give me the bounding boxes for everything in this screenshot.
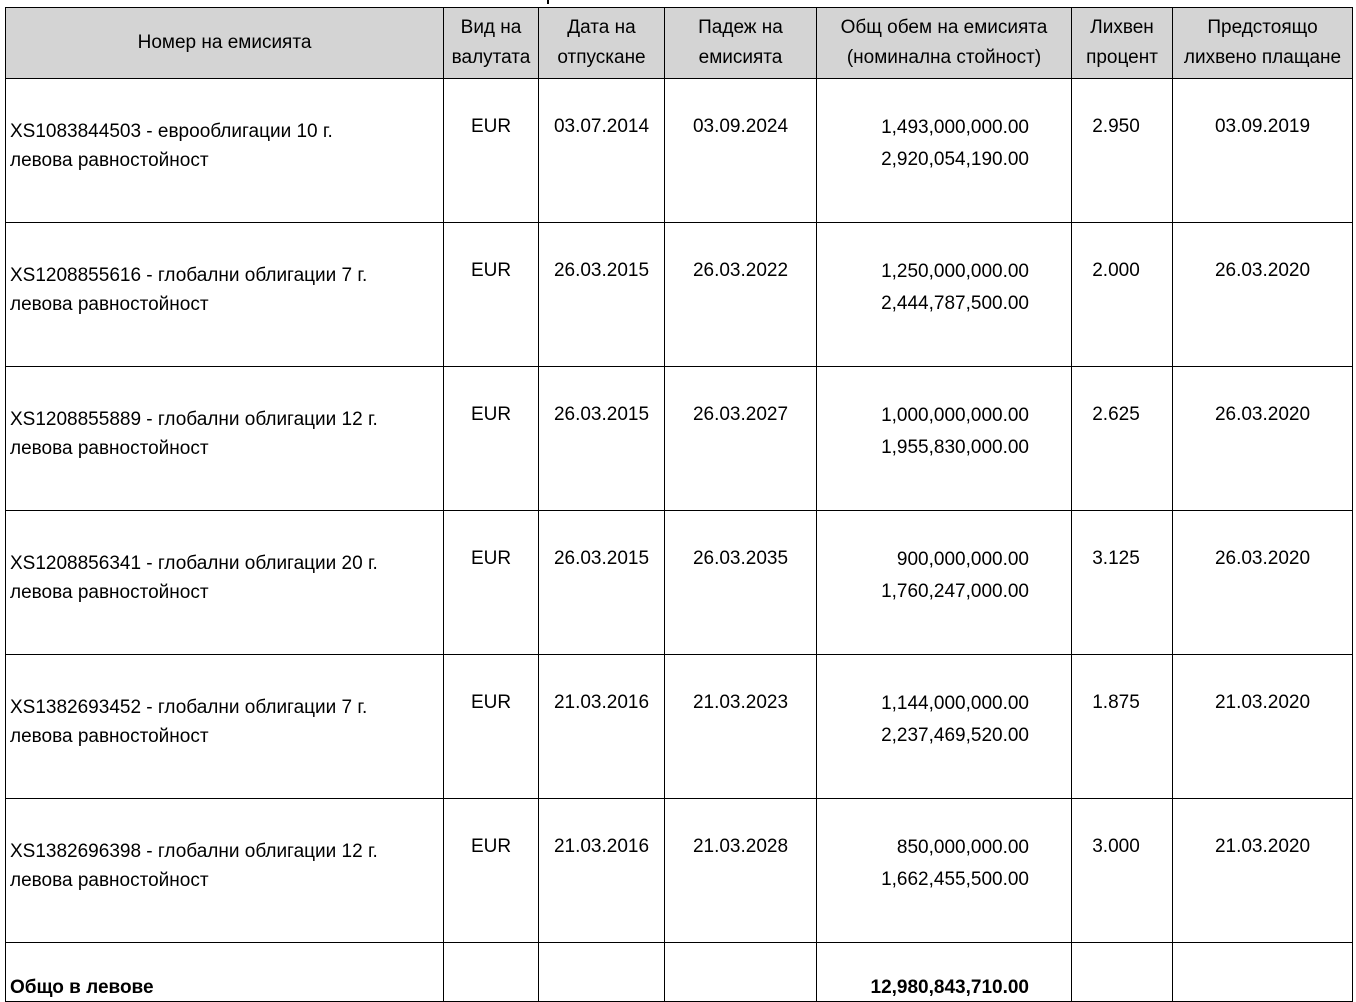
header-currency: Вид на валутата [444, 8, 539, 79]
issue-name-cell: XS1208855616 - глобални облигации 7 г. левова равностойност [6, 223, 444, 367]
bgn-value: 1,662,455,500.00 [881, 869, 1029, 890]
empty-cell [1173, 943, 1353, 1002]
table-row [6, 367, 1353, 511]
header-interest-rate: Лихвен процент [1072, 8, 1173, 79]
issue-date-cell: 26.03.2015 [539, 223, 665, 367]
bgn-value: 2,444,787,500.00 [881, 293, 1029, 314]
currency-cell: EUR [444, 511, 539, 655]
cell-marker [547, 0, 549, 4]
header-next-payment: Предстоящо лихвено плащане [1173, 8, 1353, 79]
bgn-value: 2,237,469,520.00 [881, 725, 1029, 746]
header-maturity: Падеж на емисията [665, 8, 817, 79]
maturity-cell: 21.03.2028 [665, 799, 817, 943]
table-row [6, 223, 1353, 367]
volume-cell [817, 511, 1072, 655]
empty-cell [444, 943, 539, 1002]
empty-cell [539, 943, 665, 1002]
next-payment-cell: 26.03.2020 [1173, 367, 1353, 511]
issue-date-cell: 26.03.2015 [539, 511, 665, 655]
total-amount: 12,980,843,710.00 [817, 943, 1072, 1002]
currency-cell: EUR [444, 79, 539, 223]
volume-cell [817, 79, 1072, 223]
volume-cell [817, 367, 1072, 511]
maturity-cell: 21.03.2023 [665, 655, 817, 799]
interest-rate-cell: 2.000 [1072, 223, 1173, 367]
issue-name-cell: XS1208856341 - глобални облигации 20 г. левова равностойност [6, 511, 444, 655]
next-payment-cell: 03.09.2019 [1173, 79, 1353, 223]
table-row [6, 799, 1353, 943]
maturity-cell: 03.09.2024 [665, 79, 817, 223]
nominal-value: 1,250,000,000.00 [881, 261, 1029, 282]
header-issue-number: Номер на емисията [6, 8, 444, 79]
next-payment-cell: 26.03.2020 [1173, 223, 1353, 367]
nominal-value: 900,000,000.00 [896, 549, 1029, 570]
nominal-value: 1,144,000,000.00 [881, 693, 1029, 714]
header-total-volume: Общ обем на емисията (номинална стойност) [817, 8, 1072, 79]
empty-cell [1072, 943, 1173, 1002]
next-payment-cell: 21.03.2020 [1173, 799, 1353, 943]
issue-date-cell: 26.03.2015 [539, 367, 665, 511]
volume-cell [817, 223, 1072, 367]
bgn-value: 1,760,247,000.00 [881, 581, 1029, 602]
bond-issues-table [5, 7, 1353, 1002]
header-issue-date: Дата на отпускане [539, 8, 665, 79]
currency-cell: EUR [444, 367, 539, 511]
volume-cell [817, 799, 1072, 943]
volume-cell [817, 655, 1072, 799]
total-row [6, 943, 1353, 1002]
bgn-value: 2,920,054,190.00 [881, 149, 1029, 170]
currency-cell: EUR [444, 223, 539, 367]
next-payment-cell: 26.03.2020 [1173, 511, 1353, 655]
maturity-cell: 26.03.2022 [665, 223, 817, 367]
currency-cell: EUR [444, 655, 539, 799]
interest-rate-cell: 2.950 [1072, 79, 1173, 223]
next-payment-cell: 21.03.2020 [1173, 655, 1353, 799]
currency-cell: EUR [444, 799, 539, 943]
maturity-cell: 26.03.2035 [665, 511, 817, 655]
table-row [6, 511, 1353, 655]
issue-name-cell: XS1382696398 - глобални облигации 12 г. левова равностойност [6, 799, 444, 943]
header-row [6, 8, 1353, 79]
bgn-value: 1,955,830,000.00 [881, 437, 1029, 458]
issue-name-cell: XS1382693452 - глобални облигации 7 г. левова равностойност [6, 655, 444, 799]
interest-rate-cell: 3.000 [1072, 799, 1173, 943]
issue-name-cell: XS1083844503 - еврооблигации 10 г. левова равностойност [6, 79, 444, 223]
nominal-value: 850,000,000.00 [896, 837, 1029, 858]
issue-name-cell: XS1208855889 - глобални облигации 12 г. левова равностойност [6, 367, 444, 511]
table-row [6, 79, 1353, 223]
nominal-value: 1,000,000,000.00 [881, 405, 1029, 426]
total-label: Общо в левове [6, 943, 444, 1002]
table-row [6, 655, 1353, 799]
issue-date-cell: 21.03.2016 [539, 655, 665, 799]
empty-cell [665, 943, 817, 1002]
interest-rate-cell: 3.125 [1072, 511, 1173, 655]
maturity-cell: 26.03.2027 [665, 367, 817, 511]
interest-rate-cell: 2.625 [1072, 367, 1173, 511]
issue-date-cell: 21.03.2016 [539, 799, 665, 943]
issue-date-cell: 03.07.2014 [539, 79, 665, 223]
interest-rate-cell: 1.875 [1072, 655, 1173, 799]
nominal-value: 1,493,000,000.00 [881, 117, 1029, 138]
